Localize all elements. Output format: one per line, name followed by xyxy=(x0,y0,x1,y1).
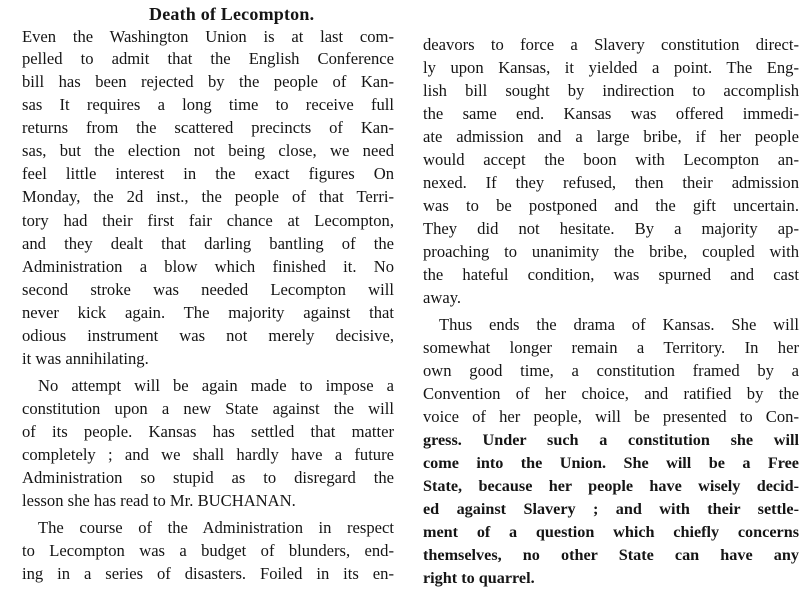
text-line: it was annihilating. xyxy=(22,349,149,368)
text-line: nexed. If they refused, then their admission xyxy=(423,173,799,192)
text-line: tory had their first fair chance at Lecompton, xyxy=(22,211,394,230)
text-line: the hateful condition, was spurned and cast xyxy=(423,265,799,284)
text-line: returns from the scattered precincts of Kan- xyxy=(22,118,394,137)
text-line: ment of a question which chiefly concerns xyxy=(423,523,799,541)
text-line: sas It requires a long time to receive full xyxy=(22,95,394,114)
text-line: ly upon Kansas, it yielded a point. The Eng- xyxy=(423,58,799,77)
text-line: Monday, the 2d inst., the people of that Terri- xyxy=(22,187,394,206)
text-line: Administration so stupid as to disregard the xyxy=(22,468,394,487)
text-line: feel little interest in the exact figures On xyxy=(22,164,394,183)
text-line: constitution upon a new State against the will xyxy=(22,399,394,418)
text-line: come into the Union. She will be a Free xyxy=(423,454,799,472)
text-line: deavors to force a Slavery constitution direct- xyxy=(423,35,799,54)
text-line: never kick again. The majority against that xyxy=(22,303,394,322)
text-line: lish bill sought by indirection to accomplish xyxy=(423,81,799,100)
text-line: away. xyxy=(423,288,462,307)
text-line: ed against Slavery ; and with their settle- xyxy=(423,500,799,518)
text-line: ate admission and a large bribe, if her people xyxy=(423,127,799,146)
text-line: own good time, a constitution framed by a xyxy=(423,361,799,380)
text-line: Convention of her choice, and ratified by the xyxy=(423,384,799,403)
text-line: voice of her people, will be presented to Con- xyxy=(423,407,799,426)
text-line: Administration a blow which finished it. No xyxy=(22,257,394,276)
text-line: completely ; and we shall hardly have a future xyxy=(22,445,394,464)
text-line: to Lecompton was a budget of blunders, end- xyxy=(22,541,394,560)
text-line: and they dealt that darling bantling of the xyxy=(22,234,394,253)
text-line: right to quarrel. xyxy=(423,569,535,587)
text-line: somewhat longer remain a Territory. In her xyxy=(423,338,799,357)
text-line: odious instrument was not merely decisive, xyxy=(22,326,394,345)
paragraph-first-line: The course of the Administration in respect xyxy=(38,518,394,537)
text-line: gress. Under such a constitution she will xyxy=(423,431,799,449)
text-line: second stroke was needed Lecompton will xyxy=(22,280,394,299)
text-line: was to be postponed and the gift uncertain. xyxy=(423,196,799,215)
text-line: Even the Washington Union is at last com- xyxy=(22,27,394,46)
text-line: ing in a series of disasters. Foiled in its en- xyxy=(22,564,394,583)
paragraph-first-line: No attempt will be again made to impose a xyxy=(38,376,394,395)
text-line: would accept the boon with Lecompton an- xyxy=(423,150,799,169)
article-title: Death of Lecompton. xyxy=(149,4,315,24)
column-gutter xyxy=(405,0,406,600)
text-line: themselves, no other State can have any xyxy=(423,546,799,564)
text-line: proaching to unanimity the bribe, coupled with xyxy=(423,242,799,261)
text-line: They did not hesitate. By a majority ap- xyxy=(423,219,799,238)
text-line: the same end. Kansas was offered immedi- xyxy=(423,104,799,123)
text-line: State, because her people have wisely decid- xyxy=(423,477,799,495)
text-line: lesson she has read to Mr. BUCHANAN. xyxy=(22,491,296,510)
text-line: sas, but the election not being close, we need xyxy=(22,141,394,160)
paragraph-first-line: Thus ends the drama of Kansas. She will xyxy=(439,315,799,334)
text-line: pelled to admit that the English Conference xyxy=(22,49,394,68)
text-line: of its people. Kansas has settled that matter xyxy=(22,422,394,441)
text-line: bill has been rejected by the people of Kan- xyxy=(22,72,394,91)
